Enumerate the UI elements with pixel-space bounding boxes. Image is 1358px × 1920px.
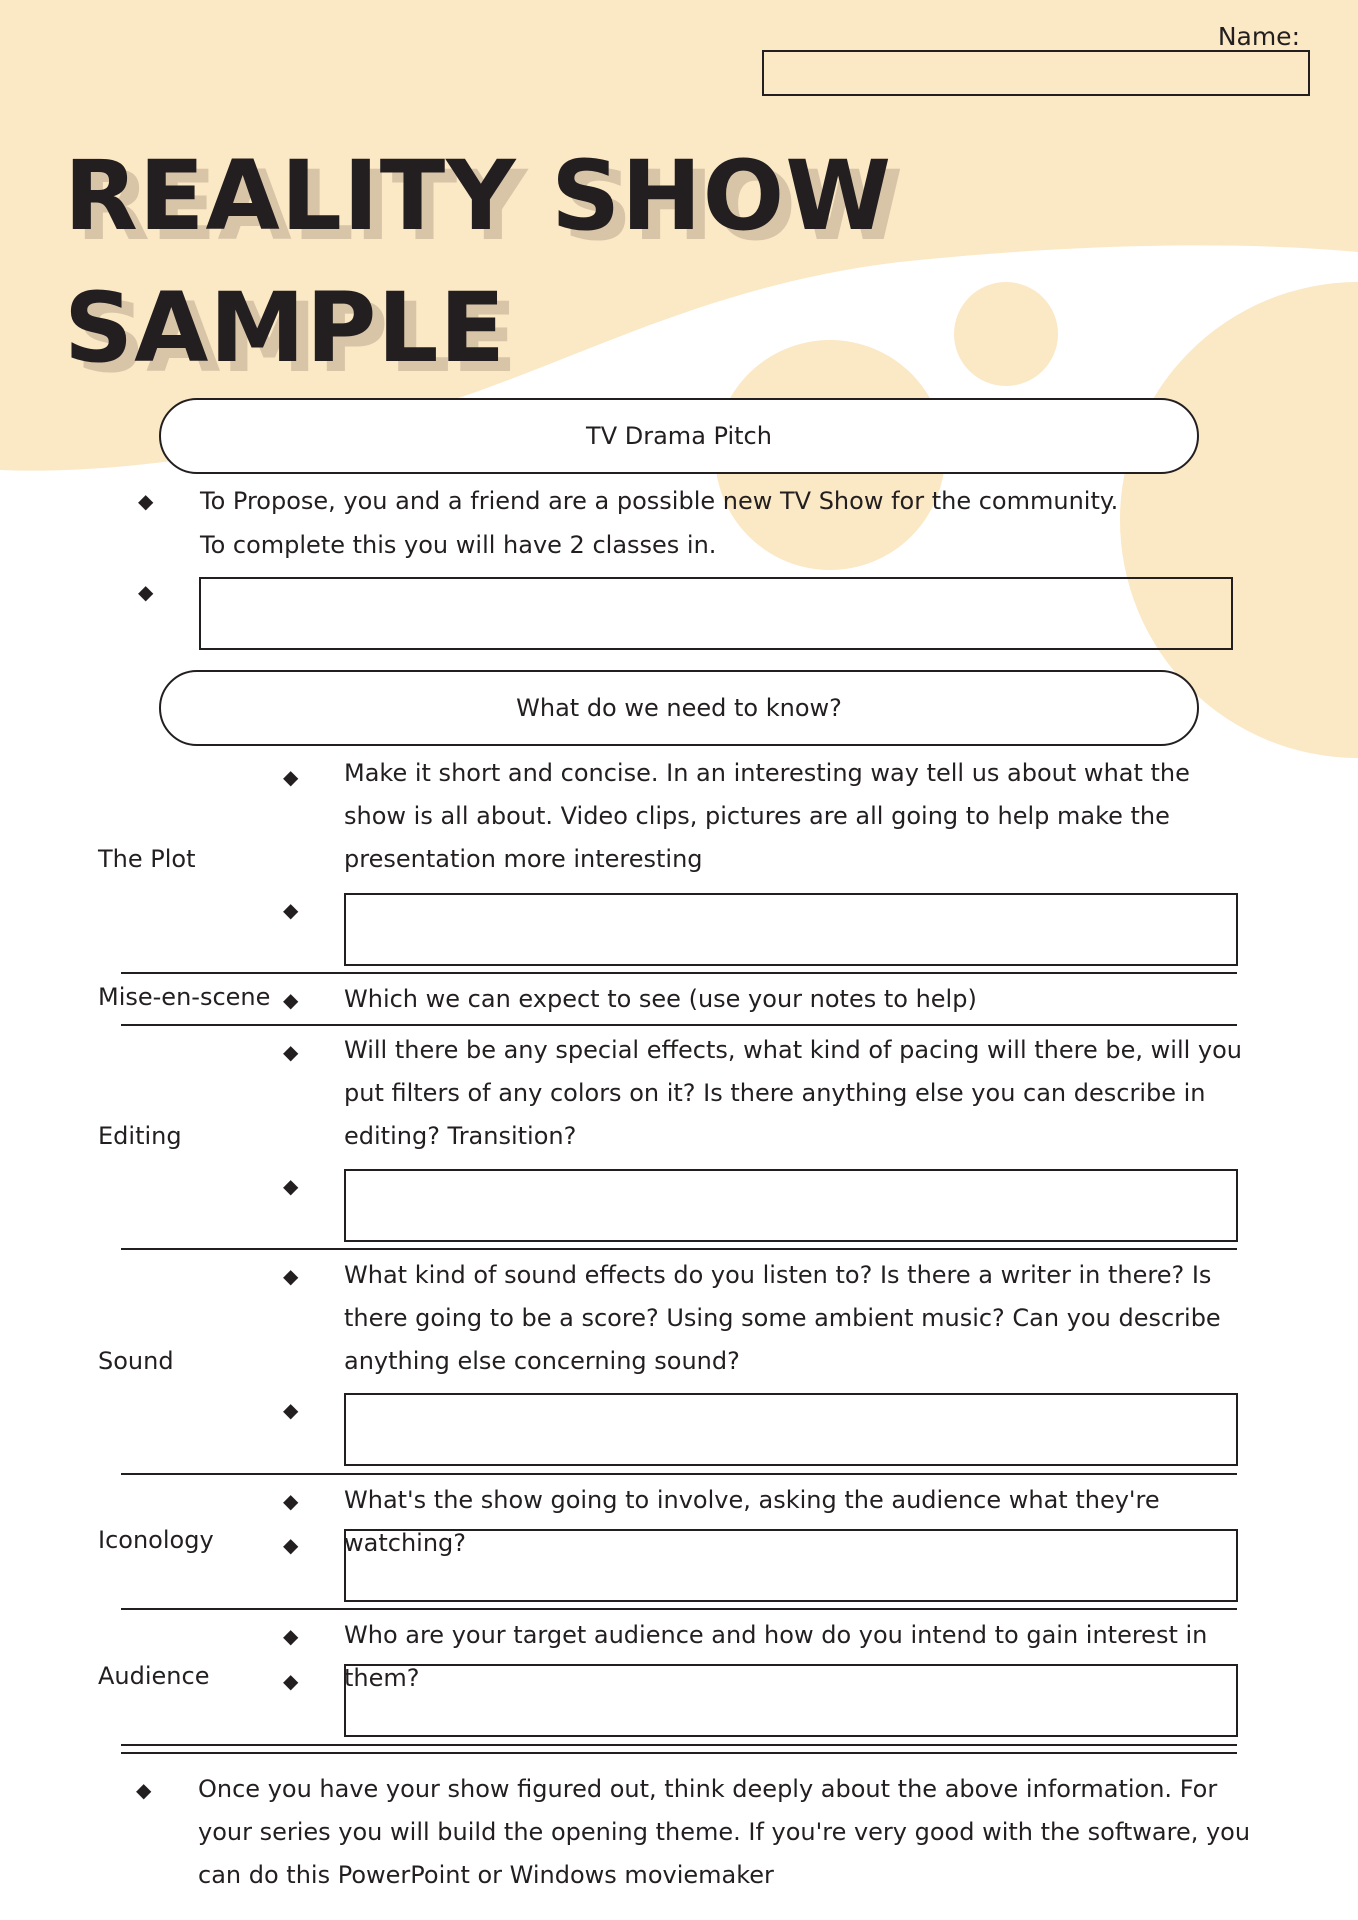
- section-heading-pitch: [159, 398, 1199, 474]
- row-label-iconology: Iconology: [98, 1526, 214, 1554]
- row-divider: [121, 1024, 1237, 1026]
- diamond-bullet-icon: ◆: [283, 1040, 299, 1064]
- row-divider: [121, 972, 1237, 974]
- page-title-line2: SAMPLE: [64, 272, 507, 384]
- sound-answer-box[interactable]: [344, 1393, 1238, 1466]
- diamond-bullet-icon: ◆: [283, 1489, 299, 1513]
- diamond-bullet-icon: ◆: [283, 1624, 299, 1648]
- row-prompt-plot: Make it short and concise. In an interesting way tell us about what the show is all about. Video clips, pictures are all going to help make the presentation more interesting: [344, 759, 1190, 873]
- row-prompt-audience: Who are your target audience and how do you intend to gain interest in them?: [344, 1621, 1208, 1692]
- diamond-bullet-icon: ◆: [283, 898, 299, 922]
- row-label-editing: Editing: [98, 1122, 182, 1150]
- name-label: Name:: [1217, 22, 1300, 51]
- pitch-intro-line1: To Propose, you and a friend are a possible new TV Show for the community.: [200, 487, 1119, 515]
- audience-answer-box[interactable]: [344, 1664, 1238, 1737]
- pitch-intro-line2: To complete this you will have 2 classes in.: [200, 531, 717, 559]
- row-prompt-iconology: What's the show going to involve, asking the audience what they're watching?: [344, 1486, 1160, 1557]
- diamond-bullet-icon: ◆: [138, 489, 154, 513]
- row-divider: [121, 1248, 1237, 1250]
- pitch-answer-box[interactable]: [199, 577, 1233, 650]
- section-heading-need-to-know: [159, 670, 1199, 746]
- row-label-audience: Audience: [98, 1662, 210, 1690]
- row-divider: [121, 1608, 1237, 1610]
- diamond-bullet-icon: ◆: [283, 1398, 299, 1422]
- page-title-line1: REALITY SHOW: [64, 140, 893, 252]
- row-prompt-editing: Will there be any special effects, what kind of pacing will there be, will you put filters of any colors on it? Is there anything else you can describe in editing? Transition?: [344, 1036, 1243, 1150]
- row-label-mise-en-scene: Mise-en-scene: [98, 983, 271, 1011]
- footer-instructions: Once you have your show figured out, think deeply about the above information. For your series you will build the opening theme. If you're very good with the software, you can do this PowerPoint or Windows moviemaker: [198, 1775, 1251, 1889]
- diamond-bullet-icon: ◆: [283, 988, 299, 1012]
- row-label-plot: The Plot: [98, 845, 196, 873]
- diamond-bullet-icon: ◆: [136, 1778, 152, 1802]
- row-prompt-sound: What kind of sound effects do you listen to? Is there a writer in there? Is there going to be a score? Using some ambient music? Can you describe anything else concerning sound?: [344, 1261, 1221, 1375]
- row-divider: [121, 1752, 1237, 1754]
- diamond-bullet-icon: ◆: [283, 765, 299, 789]
- diamond-bullet-icon: ◆: [283, 1533, 299, 1557]
- section-heading-need-to-know-text: What do we need to know?: [516, 694, 842, 722]
- iconology-answer-box[interactable]: [344, 1529, 1238, 1602]
- diamond-bullet-icon: ◆: [283, 1669, 299, 1693]
- plot-answer-box[interactable]: [344, 893, 1238, 966]
- row-divider: [121, 1744, 1237, 1746]
- diamond-bullet-icon: ◆: [138, 580, 154, 604]
- diamond-bullet-icon: ◆: [283, 1264, 299, 1288]
- diamond-bullet-icon: ◆: [283, 1174, 299, 1198]
- name-input[interactable]: [762, 50, 1310, 96]
- editing-answer-box[interactable]: [344, 1169, 1238, 1242]
- section-heading-pitch-text: TV Drama Pitch: [586, 422, 772, 450]
- row-divider: [121, 1473, 1237, 1475]
- row-prompt-mise-en-scene: Which we can expect to see (use your notes to help): [344, 985, 977, 1013]
- row-label-sound: Sound: [98, 1347, 174, 1375]
